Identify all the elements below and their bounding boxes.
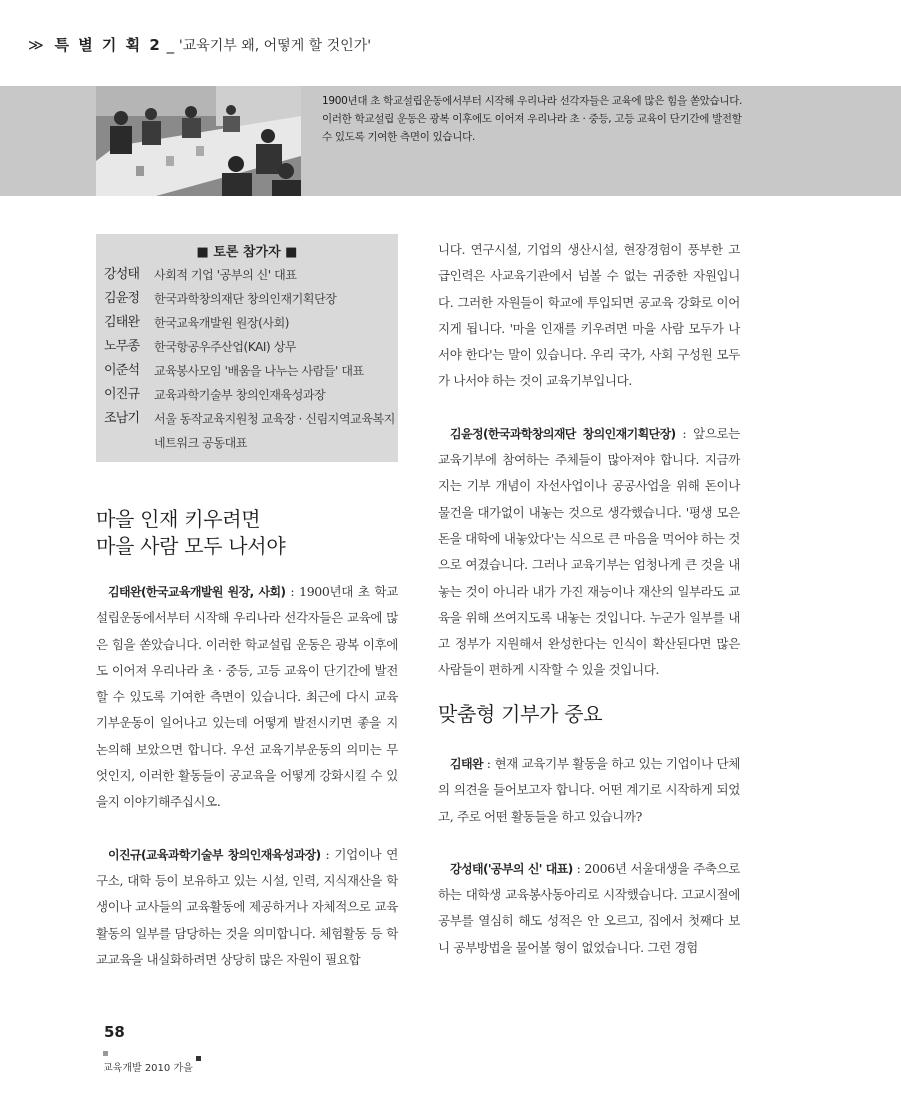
participants-title: ■ 토론 참가자 ■ (196, 245, 298, 260)
participant-role: 한국항공우주산업(KAI) 상무 (154, 340, 297, 354)
left-section-heading (96, 506, 398, 560)
left-column-body (96, 579, 398, 973)
paragraph (96, 579, 398, 816)
participant-name: 노무종 (104, 339, 140, 354)
paragraph-text: : 1900년대 초 학교설립운동에서부터 시작해 우리나라 선각자들은 교육에 많은 힘을 쏟았습니다. 이러한 학교설립 운동은 광복 이후에도 이어져 우리나라 초 · 중등, 고등 교육이 단기간에 발전할 수 있도록 기여한 측면이 있습니다. 최근에 다시 교육기부운동이 일어나고 있는데 어떻게 발전시키면 좋을 지 논의해 보았으면 합니다. 우선 교육기부운동의 의미는 무엇인지, 이러한 활동들이 공교육을 어떻게 강화시킬 수 있을지 이야기해주십시오. (96, 584, 398, 810)
participant-row (96, 359, 398, 383)
participant-name: 조남기 (104, 411, 140, 426)
participant-name: 김윤정 (104, 291, 140, 306)
participant-name: 강성태 (104, 267, 140, 282)
page-header (28, 34, 371, 55)
participant-role: 네트워크 공동대표 (154, 436, 247, 450)
journal-name: 교육개발 2010 가을 (103, 1063, 193, 1074)
paragraph (438, 421, 740, 684)
journal-footer (103, 1048, 201, 1074)
participant-role: 서울 동작교육지원청 교육장 · 신림지역교육복지 (154, 412, 395, 426)
photo-caption: 1900년대 초 학교설립운동에서부터 시작해 우리나라 선각자들은 교육에 많은 힘을 쏟았습니다. 이러한 학교설립 운동은 광복 이후에도 이어져 우리나라 초 · 중등, 고등 교육이 단기간에 발전할 수 있도록 기여한 측면이 있습니다. (322, 95, 743, 143)
right-column-body (438, 237, 740, 684)
participant-role: 교육봉사모임 '배움을 나누는 사람들' 대표 (154, 364, 364, 378)
page-number: 58 (104, 1023, 125, 1041)
participant-name: 이준석 (104, 363, 140, 378)
participant-name: 김태완 (104, 315, 140, 330)
paragraph (438, 856, 740, 961)
participant-role: 한국과학창의재단 창의인재기획단장 (154, 292, 337, 306)
participant-row (96, 383, 398, 407)
square-icon (196, 1056, 201, 1061)
paragraph (438, 751, 740, 830)
participant-role: 한국교육개발원 원장(사회) (154, 316, 290, 330)
paragraph-text: : 2006년 서울대생을 주축으로 하는 대학생 교육봉사동아리로 시작했습니다. 고교시절에 공부를 열심히 해도 성적은 안 오르고, 집에서 첫째다 보니 공부방법을 물어볼 형이 없었습니다. 그런 경험 (438, 860, 740, 955)
participant-row (96, 287, 398, 311)
paragraph-text: 니다. 연구시설, 기업의 생산시설, 현장경험이 풍부한 고급인력은 사교육기관에서 넘볼 수 없는 귀중한 자원입니다. 그러한 자원들이 학교에 투입되면 공교육 강화로 이어지게 됩니다. '마을 인재를 키우려면 마을 사람 모두가 나서야 한다'는 말이 있습니다. 우리 국가, 사회 구성원 모두가 나서야 하는 것이 교육기부입니다. (438, 242, 740, 389)
meeting-photo (96, 86, 301, 196)
participant-row (96, 263, 398, 287)
square-icon (103, 1051, 108, 1056)
chevron-icon: ≫ (28, 36, 44, 54)
speaker-name: 강성태('공부의 신' 대표) (450, 861, 573, 876)
participant-role: 교육과학기술부 창의인재육성과장 (154, 388, 326, 402)
right-section-heading: 맞춤형 기부가 중요 (438, 702, 603, 726)
participant-row (96, 311, 398, 335)
participant-name: 이진규 (104, 387, 140, 402)
speaker-name: 김윤정(한국과학창의재단 창의인재기획단장) (450, 426, 676, 441)
paragraph (438, 237, 740, 395)
header-separator: _ (166, 36, 175, 54)
right-column-body-lower (438, 751, 740, 961)
section-title: 특 별 기 획 2 (54, 36, 162, 54)
participant-row (96, 407, 398, 431)
participant-name (96, 431, 154, 455)
participants-panel (96, 234, 398, 462)
heading-line: 마을 사람 모두 나서야 (96, 534, 286, 558)
participant-role: 사회적 기업 '공부의 신' 대표 (154, 268, 297, 282)
participant-row (96, 431, 398, 455)
heading-line: 마을 인재 키우려면 (96, 507, 261, 531)
paragraph-text: : 앞으로는 교육기부에 참여하는 주체들이 많아져야 합니다. 지금까지는 기부 개념이 자선사업이나 공공사업을 위해 돈이나 물건을 대가없이 내놓는 것으로 생각했습니다. '평생 모은 돈을 대학에 내놓았다'는 식으로 큰 마음을 먹어야 하는 것으로 여겼습니다. 그러나 교육기부는 엄청나게 큰 것을 내놓는 것이 아니라 내가 가진 재능이나 재산의 일부라도 교육을 위해 쓰여지도록 내놓는 것입니다. 누군가 일부를 내고 정부가 지원해서 완성한다는 인식이 확산된다면 많은 사람들이 편하게 시작할 수 있을 것입니다. (438, 425, 740, 678)
participant-row (96, 335, 398, 359)
speaker-name: 김태완(한국교육개발원 원장, 사회) (108, 585, 286, 599)
paragraph-text: : 현재 교육기부 활동을 하고 있는 기업이나 단체의 의견을 들어보고자 합니다. 어떤 계기로 시작하게 되었고, 주로 어떤 활동들을 하고 있습니까? (438, 756, 740, 824)
section-subtitle: '교육기부 왜, 어떻게 할 것인가' (178, 38, 372, 54)
speaker-name: 이진규(교육과학기술부 창의인재육성과장) (108, 847, 321, 862)
paragraph (96, 842, 398, 973)
paragraph-text: : 기업이나 연구소, 대학 등이 보유하고 있는 시설, 인력, 지식재산을 학생이나 교사들의 교육활동에 제공하거나 자체적으로 교육활동의 일부를 담당하는 것을 의미합니다. 체험활동 등 학교교육을 내실화하려면 상당히 많은 자원이 필요합 (96, 846, 398, 967)
speaker-name: 김태완 (450, 757, 483, 771)
